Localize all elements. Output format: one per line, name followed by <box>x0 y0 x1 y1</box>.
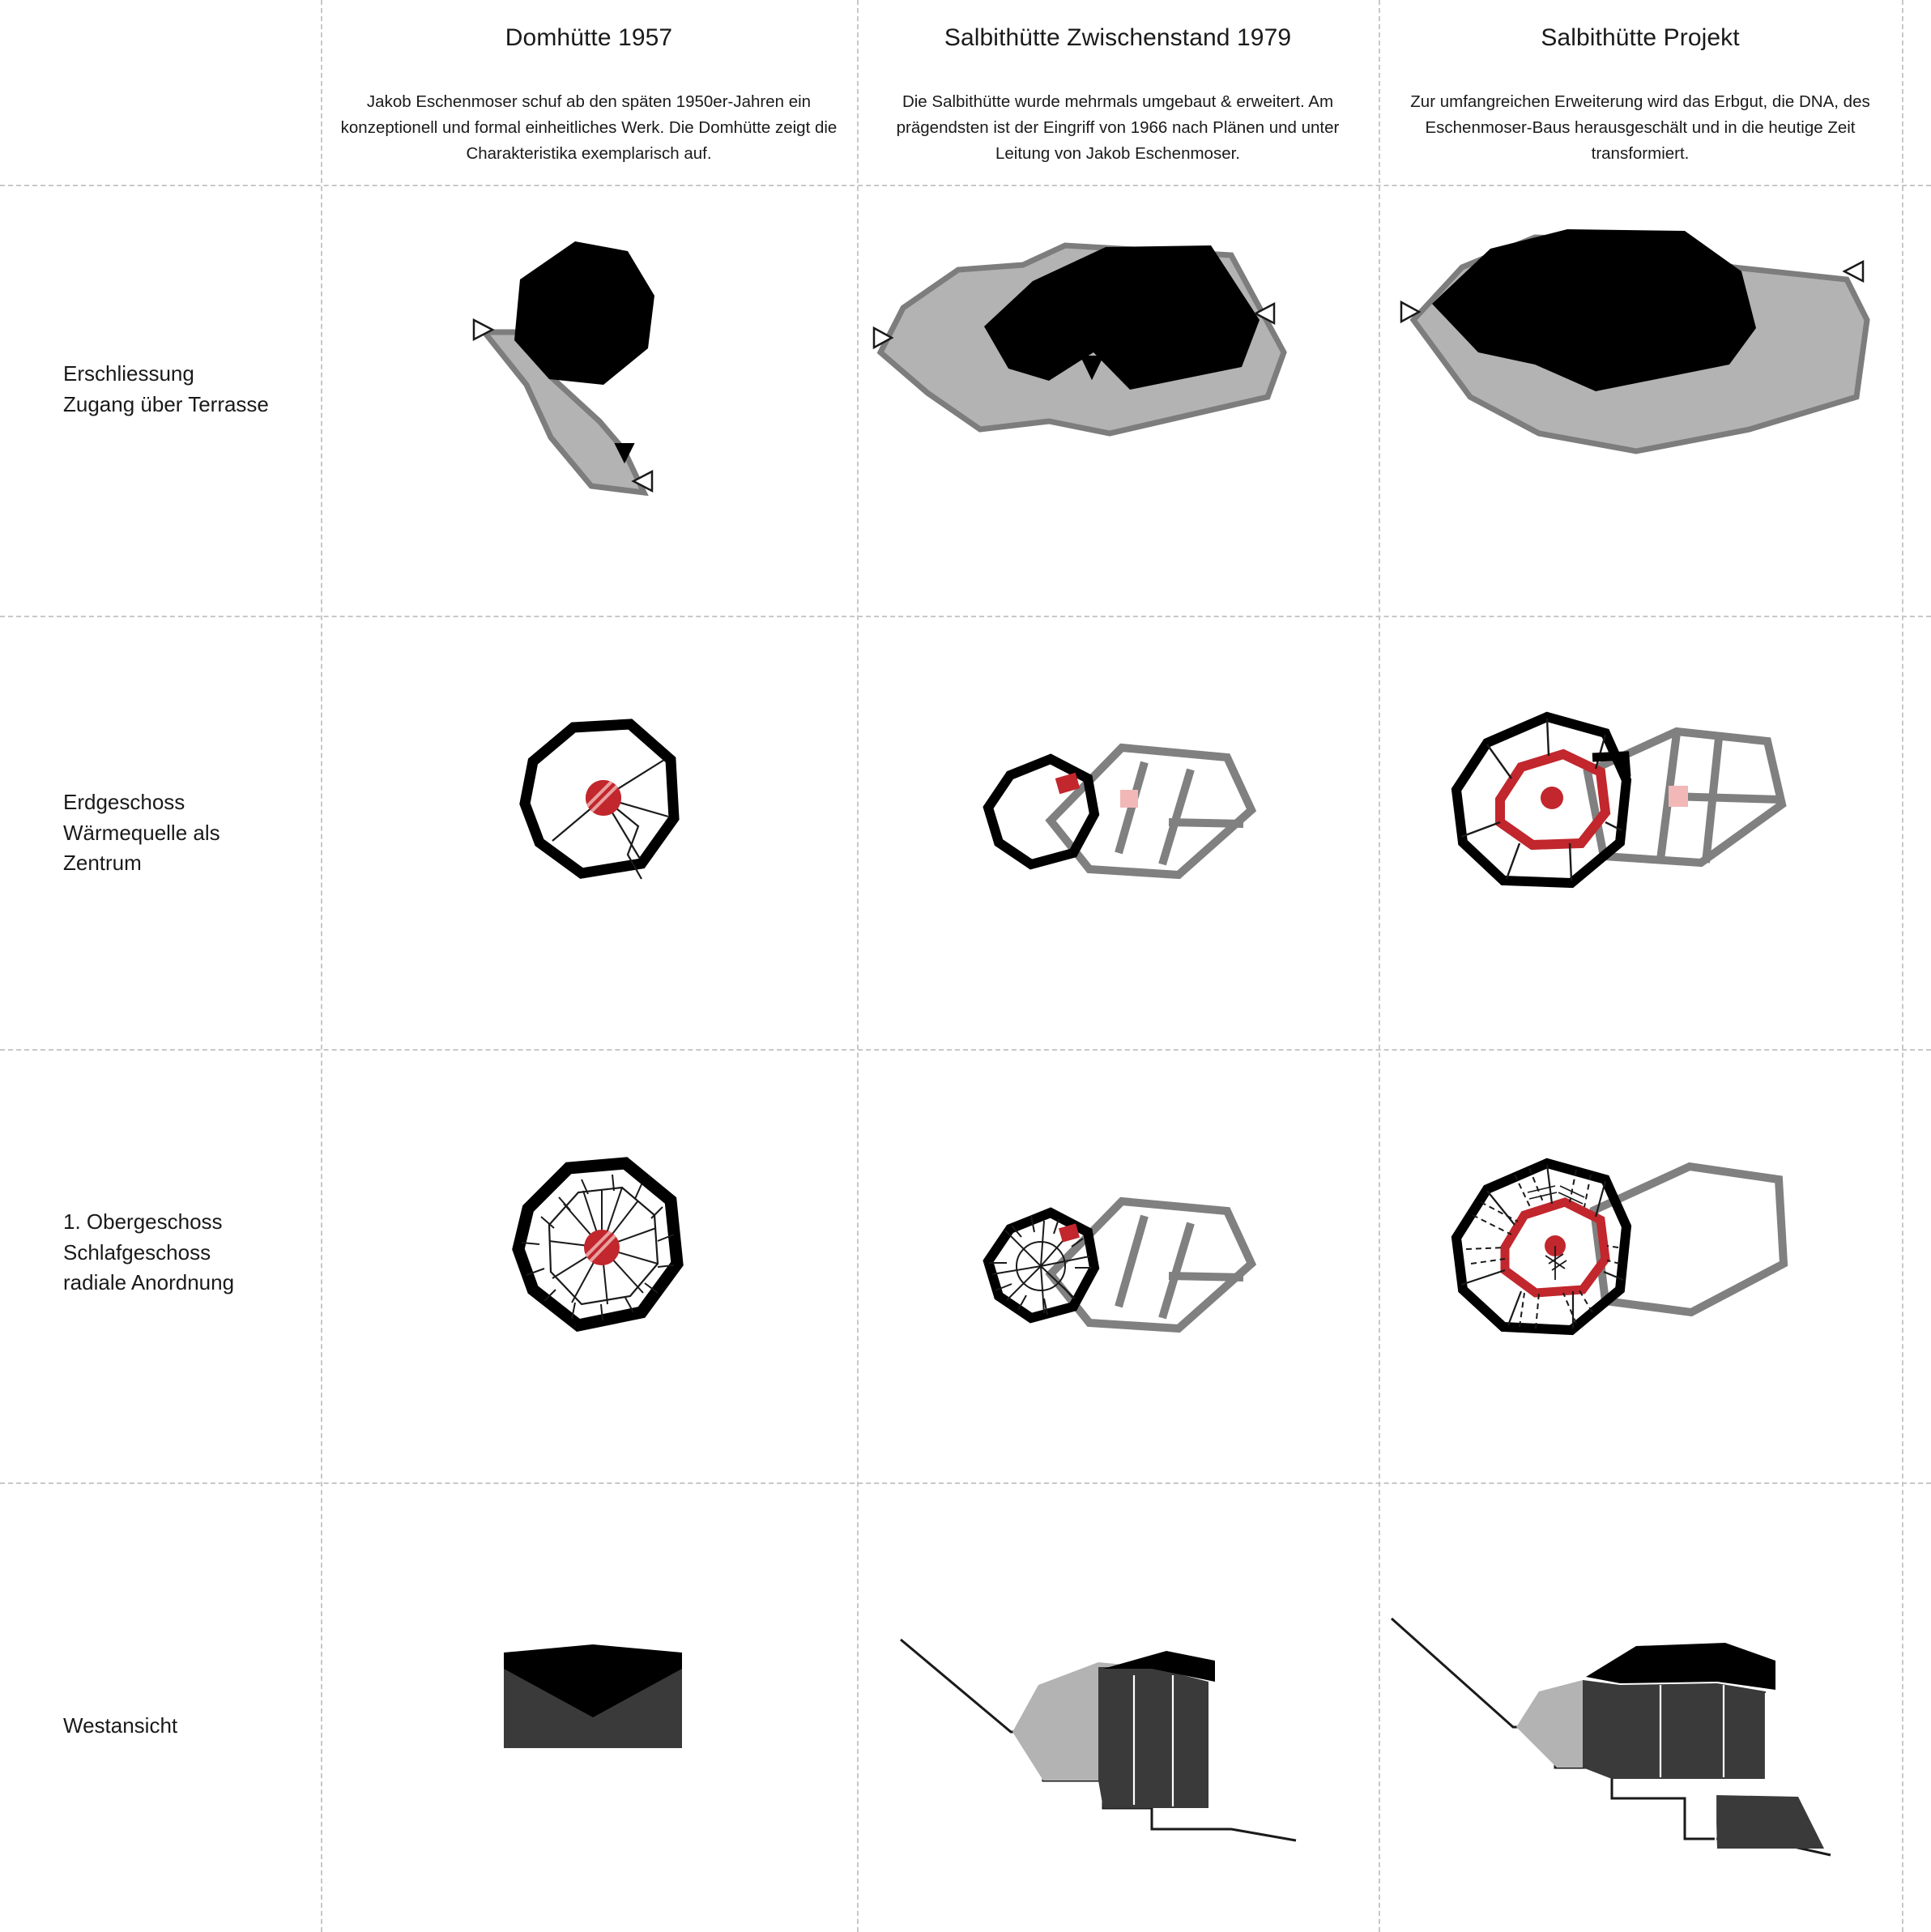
column-description: Zur umfangreichen Erweiterung wird das Erbgut, die DNA, des Eschenmoser-Baus herausgeschält und in die heutige Zeit transformiert. <box>1410 92 1870 163</box>
row-label-erdgeschoss <box>63 787 220 879</box>
row-label-line: Erdgeschoss <box>63 790 185 814</box>
grid-vline-1 <box>321 0 322 1932</box>
figure-erschliessung-domhuette <box>454 235 761 575</box>
grid-hline-header <box>0 185 1931 186</box>
figure-erschliessung-projekt <box>1393 223 1879 571</box>
column-header-projekt <box>1379 24 1902 166</box>
figure-obergeschoss-zwischenstand <box>960 1179 1284 1389</box>
row-label-line: Wärmequelle als <box>63 820 220 845</box>
row-label-obergeschoss <box>63 1207 234 1299</box>
row-label-erschliessung <box>63 359 269 420</box>
row-label-line: radiale Anordnung <box>63 1270 235 1295</box>
column-title: Domhütte 1957 <box>505 24 673 51</box>
grid-vline-2 <box>857 0 859 1932</box>
column-title: Salbithütte Projekt <box>1541 24 1740 51</box>
figure-erschliessung-zwischenstand <box>863 231 1300 555</box>
figure-erdgeschoss-zwischenstand <box>960 725 1284 936</box>
column-title: Salbithütte Zwischenstand 1979 <box>944 24 1292 51</box>
figure-obergeschoss-projekt <box>1434 1150 1790 1393</box>
row-label-line: 1. Obergeschoss <box>63 1209 223 1234</box>
grid-vline-4 <box>1902 0 1903 1932</box>
figure-erdgeschoss-domhuette <box>502 713 705 932</box>
row-label-westansicht <box>63 1711 177 1742</box>
figure-erdgeschoss-projekt <box>1434 709 1790 944</box>
row-label-line: Zentrum <box>63 851 142 876</box>
grid-hline-3 <box>0 1482 1931 1484</box>
grid-hline-1 <box>0 616 1931 617</box>
column-header-domhuette <box>321 24 857 166</box>
figure-westansicht-domhuette <box>496 1643 690 1772</box>
row-label-line: Erschliessung <box>63 361 194 386</box>
row-label-line: Westansicht <box>63 1713 178 1738</box>
column-description: Die Salbithütte wurde mehrmals umgebaut & erweitert. Am prägendsten ist der Eingriff von 1966 nach Plänen und unter Leitung von Jakob Eschenmoser. <box>896 92 1340 163</box>
figure-westansicht-zwischenstand <box>891 1628 1312 1847</box>
row-label-line: Schlafgeschoss <box>63 1239 211 1265</box>
column-header-zwischenstand <box>857 24 1379 166</box>
figure-obergeschoss-domhuette <box>494 1150 713 1385</box>
column-description: Jakob Eschenmoser schuf ab den späten 1950er-Jahren ein konzeptionell und formal einheitliches Werk. Die Domhütte zeigt die Charakteristika exemplarisch auf. <box>340 92 838 163</box>
figure-westansicht-projekt <box>1377 1596 1863 1863</box>
grid-hline-2 <box>0 1049 1931 1051</box>
row-label-line: Zugang über Terrasse <box>63 391 269 416</box>
